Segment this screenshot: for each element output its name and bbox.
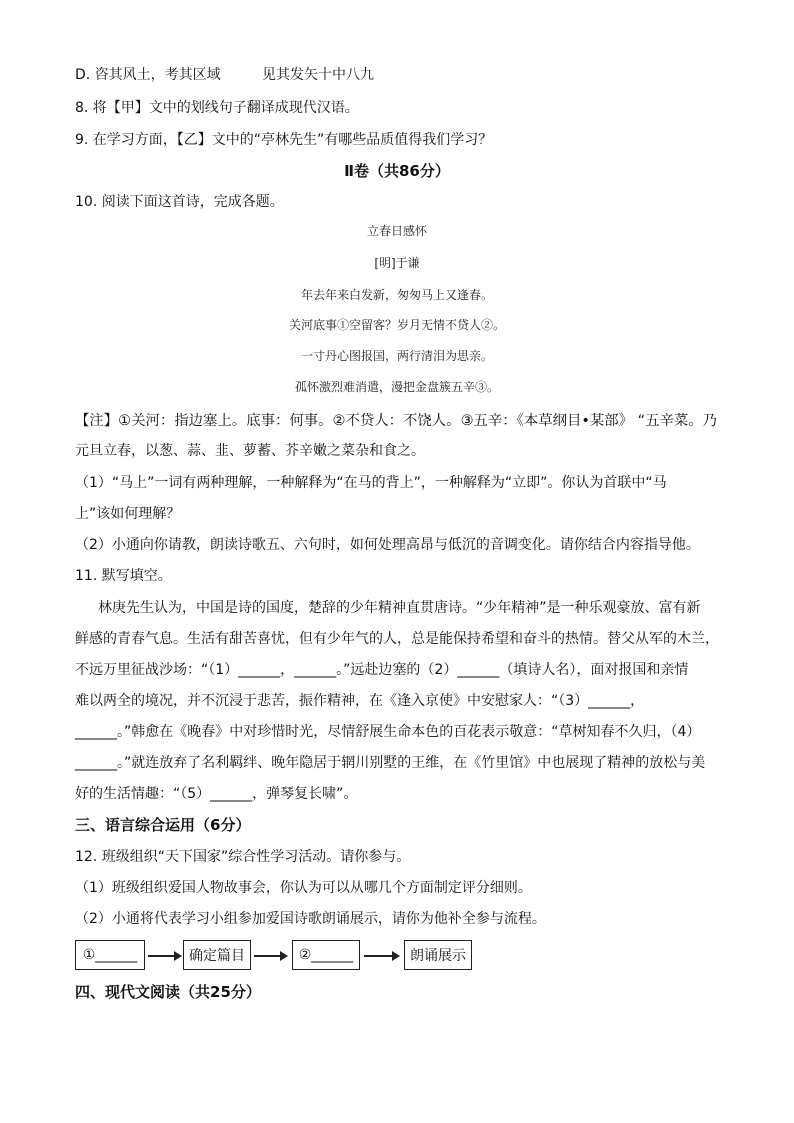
q7-option-d-right: 见其发矢十中八九 xyxy=(262,67,374,83)
q11-text: 11. 默写填空。 xyxy=(75,568,172,584)
q11-paragraph-line: 不远万里征战沙场：“（1）______，______。”远赴边塞的（2）______（填诗人名），面对报国和亲情 xyxy=(75,662,689,678)
q12-sub2: （2）小通将代表学习小组参加爱国诗歌朗诵展示，请你为他补全参与流程。 xyxy=(75,911,546,927)
flow-arrow xyxy=(364,955,398,957)
poem-line: 孤怀激烈难消遣，漫把金盘簇五辛③。 xyxy=(294,380,499,394)
poem-line: 年去年来白发新，匆匆马上又逢春。 xyxy=(300,288,493,302)
q12-sub1: （1）班级组织爱国人物故事会，你认为可以从哪几个方面制定评分细则。 xyxy=(75,880,532,896)
q12-text: 12. 班级组织“天下国家”综合性学习活动。请你参与。 xyxy=(75,849,411,865)
section3-title: 三、语言综合运用（6分） xyxy=(75,816,251,834)
poem-note: 元旦立春，以葱、蒜、韭、萝蓄、芥辛嫩之菜杂和食之。 xyxy=(75,443,425,459)
poem-line: 一寸丹心图报国，两行清泪为思亲。 xyxy=(300,349,493,363)
flow-step-blank-2: ②______ xyxy=(292,940,360,970)
flow-arrow xyxy=(254,955,286,957)
q10-sub1: 上”该如何理解？ xyxy=(75,506,181,522)
q7-option-d xyxy=(75,65,221,85)
flow-step-select: 确定篇目 xyxy=(183,940,251,970)
section2-title: Ⅱ卷（共86分） xyxy=(344,162,450,180)
q11-paragraph-line: ______。”就连放弃了名利羁绊、晚年隐居于辋川别墅的王维，在《竹里馆》中也展现了精神的放松与美 xyxy=(75,755,706,771)
q11-paragraph-line: ______。”韩愈在《晚春》中对珍惜时光，尽情舒展生命本色的百花表示敬意：“草树知春不久归，（4） xyxy=(75,724,701,740)
poem-note: 【注】①关河：指边塞上。底事：何事。②不贷人：不饶人。③五辛：《本草纲目•某部》 “五辛菜。乃 xyxy=(75,413,718,429)
poem-title: 立春日感怀 xyxy=(366,224,427,238)
section4-title: 四、现代文阅读（共25分） xyxy=(75,983,261,1001)
q7-option-d-left: D. 咨其风土，考其区域 xyxy=(75,67,221,83)
q10-text: 10. 阅读下面这首诗，完成各题。 xyxy=(75,194,284,210)
q11-paragraph-line: 林庚先生认为，中国是诗的国度，楚辞的少年精神直贯唐诗。“少年精神”是一种乐观豪放、富有新 xyxy=(98,600,701,616)
poem-line: 关河底事①空留客？岁月无情不贷人②。 xyxy=(288,318,505,332)
flow-arrow xyxy=(148,955,180,957)
q10-sub1: （1）“马上”一词有两种理解，一种解释为“在马的背上”，一种解释为“立即”。你认为首联中“马 xyxy=(75,475,667,491)
q10-sub2: （2）小通向你请教，朗读诗歌五、六句时，如何处理高昂与低沉的音调变化。请你结合内容指导他。 xyxy=(75,537,700,553)
flow-step-perform: 朗诵展示 xyxy=(404,940,472,970)
q8-text: 8. 将【甲】文中的划线句子翻译成现代汉语。 xyxy=(75,100,359,116)
poem-author: [明]于谦 xyxy=(374,256,420,270)
q11-paragraph-line: 难以两全的境况，并不沉浸于悲苦，振作精神，在《逢入京使》中安慰家人：“（3）______， xyxy=(75,693,645,709)
flow-step-blank-1: ①______ xyxy=(75,940,145,970)
q11-paragraph-line: 好的生活情趣：“（5）______，弹琴复长啸”。 xyxy=(75,786,358,802)
q9-text: 9. 在学习方面，【乙】文中的“亭林先生”有哪些品质值得我们学习？ xyxy=(75,132,493,148)
q11-paragraph-line: 鲜感的青春气息。生活有甜苦喜忧，但有少年气的人，总是能保持希望和奋斗的热情。替父从军的木兰， xyxy=(75,631,719,647)
